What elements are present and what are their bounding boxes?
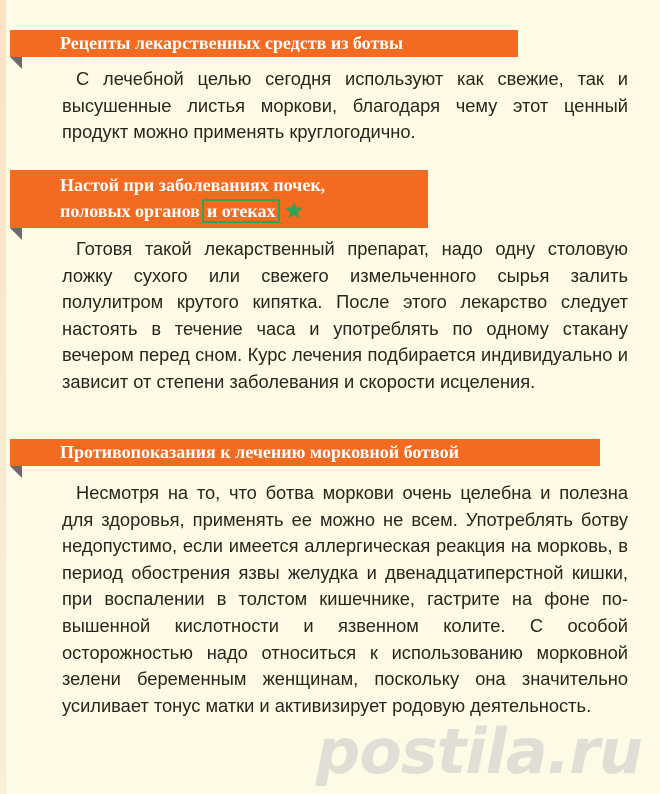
section-body-contraindications: Несмотря на то, что ботва моркови очень целебна и полезна для здоровья, применять ее можно не всем. Употреблять ботву недопустимо, если имеется аллергическая реакция на морковь, в период обострения язвы желудка и двенадцатиперстной кишки, при воспалении в толстом кишечнике, гастрите на фоне повышенной кислотности и язвенном колите. С особой осторожностью надо относиться к использованию морковной зелени беременным женщинам, поскольку она значительно усиливает тонус матки и активизирует родовую деятельность. <box>62 482 628 716</box>
watermark: postila.ru <box>315 715 642 788</box>
section-heading-infusion-line1: Настой при заболеваниях почек, <box>60 175 326 195</box>
section-heading-recipes-text: Рецепты лекарственных средств из ботвы <box>60 33 404 53</box>
section-body-infusion: Готовя такой лекарственный препарат, надо одну столовую ложку сухого или свежего измельченного сырья залить полулитром крутого кипятка. После этого лекарство следует настоять в течение часа и употреблять по одному стакану вечером перед сном. Курс лечения подбирается индивидуально и зависит от степени заболевания и скорости исцеления. <box>62 238 628 392</box>
banner-fold <box>10 228 22 240</box>
section-heading-contraindications-text: Противопоказания к лечению морковной ботвой <box>60 442 459 462</box>
banner-fold <box>10 57 22 69</box>
section-body-recipes: С лечебной целью сегодня используют как свежие, так и высушенные листья моркови, благодаря чему этот ценный продукт можно применять круглогодично. <box>62 68 628 143</box>
banner-fold <box>10 466 22 478</box>
section-heading-infusion-line2 <box>60 198 414 224</box>
heading-line2-plain: половых органов <box>60 201 200 221</box>
highlighted-phrase: и отеках <box>202 199 281 223</box>
left-accent-strip <box>0 0 6 794</box>
star-icon <box>284 200 304 220</box>
section-heading-recipes <box>10 30 518 57</box>
section-heading-contraindications <box>10 439 600 466</box>
section-heading-infusion <box>10 170 428 228</box>
